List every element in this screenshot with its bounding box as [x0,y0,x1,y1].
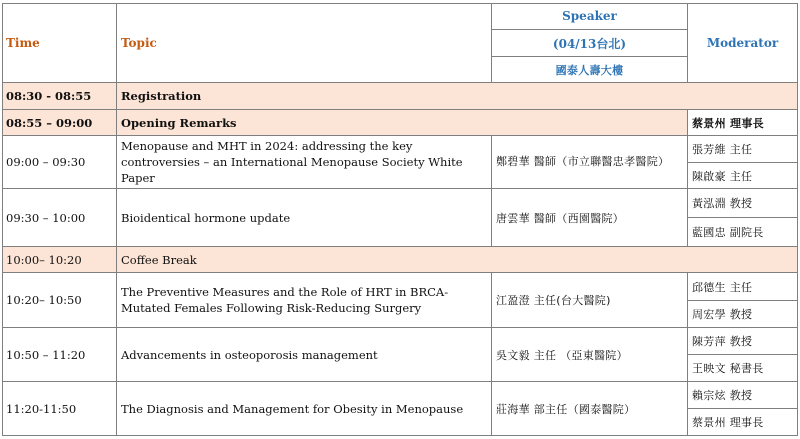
row-moderator: 邱德生 主任 [688,273,798,301]
row-time: 09:00 – 09:30 [2,136,117,189]
row-time: 10:50 – 11:20 [2,328,117,382]
row-moderator: 陳芳萍 教授 [688,328,798,355]
header-time: Time [2,3,117,83]
row-speaker: 唐雲華 醫師（西園醫院） [492,189,688,247]
agenda-table [2,3,798,436]
row-moderator: 蔡景州 理事長 [688,110,798,136]
header-speaker: Speaker [492,3,688,30]
header-date-location: (04/13台北) [492,30,688,57]
row-moderator: 賴宗炫 教授 [688,382,798,409]
header-topic: Topic [117,3,492,83]
row-speaker: 鄭碧華 醫師（市立聯醫忠孝醫院） [492,136,688,189]
row-time: 10:00– 10:20 [2,247,117,273]
header-venue: 國泰人壽大樓 [492,57,688,83]
row-topic: Menopause and MHT in 2024: addressing the key controversies – an International Menopause Society White Paper [117,136,492,189]
row-moderator: 藍國忠 副院長 [688,218,798,247]
row-topic: Coffee Break [117,247,798,273]
row-moderator: 蔡景州 理事長 [688,409,798,436]
row-time: 10:20– 10:50 [2,273,117,328]
row-speaker: 莊海華 部主任（國泰醫院） [492,382,688,436]
row-time: 08:30 - 08:55 [2,83,117,110]
header-moderator: Moderator [688,3,798,83]
row-moderator: 周宏學 教授 [688,301,798,328]
row-time: 11:20-11:50 [2,382,117,436]
row-time: 08:55 – 09:00 [2,110,117,136]
row-moderator: 黃泓淵 教授 [688,189,798,218]
row-topic: The Preventive Measures and the Role of HRT in BRCA-Mutated Females Following Risk-Reducing Surgery [117,273,492,328]
row-topic: The Diagnosis and Management for Obesity in Menopause [117,382,492,436]
row-topic: Advancements in osteoporosis management [117,328,492,382]
row-moderator: 張芳維 主任 [688,136,798,163]
row-speaker: 江盈澄 主任(台大醫院) [492,273,688,328]
row-topic: Opening Remarks [117,110,688,136]
row-moderator: 陳啟豪 主任 [688,163,798,189]
row-time: 09:30 – 10:00 [2,189,117,247]
row-topic: Registration [117,83,798,110]
row-moderator: 王映文 秘書長 [688,355,798,382]
row-topic: Bioidentical hormone update [117,189,492,247]
row-speaker: 吳文毅 主任 （亞東醫院） [492,328,688,382]
